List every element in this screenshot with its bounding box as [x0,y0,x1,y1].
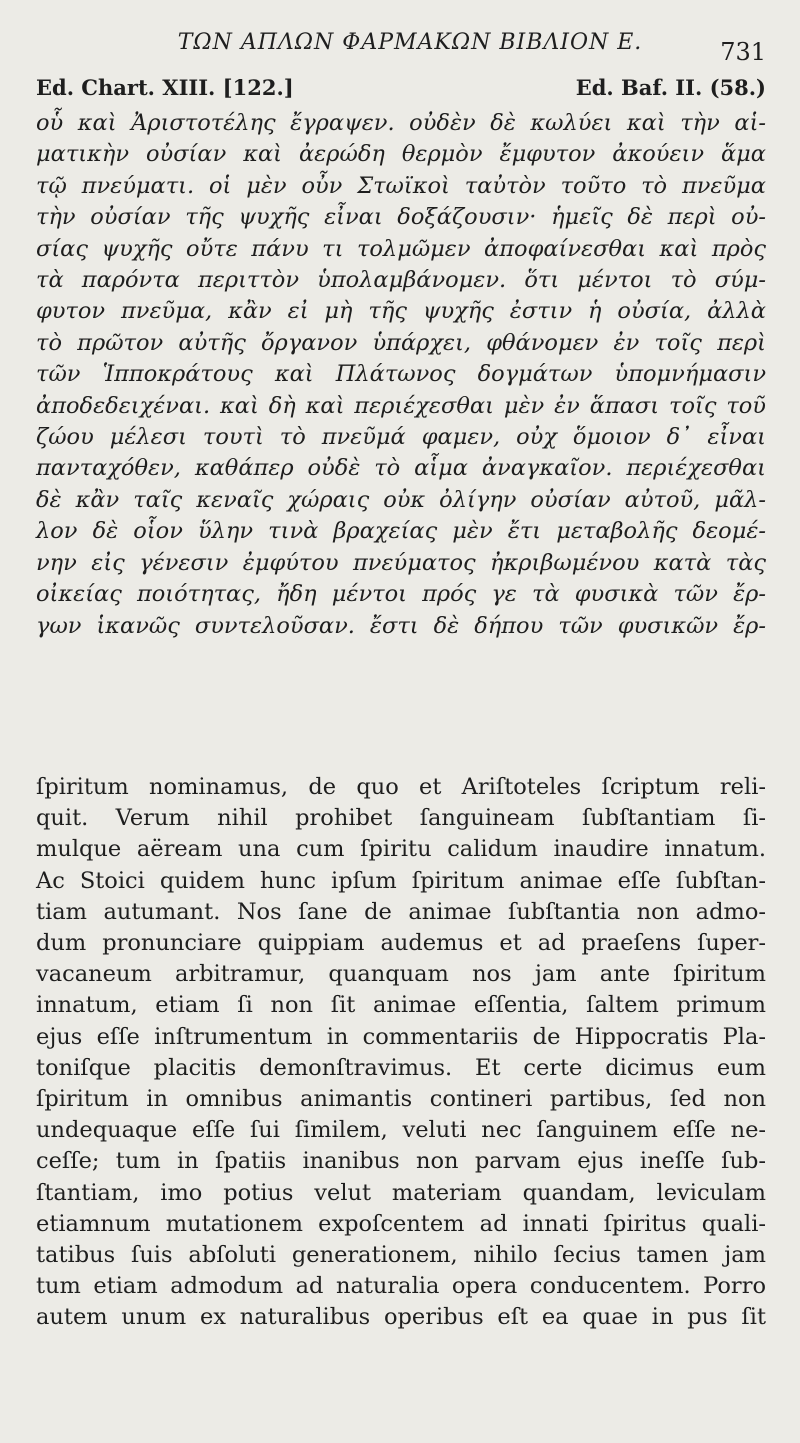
latin-text-line: autem unum ex naturalibus operibus eſt ea quae in pus ſit [36,1304,766,1331]
latin-text-line: mulque aëream una cum ſpiritu calidum inaudire innatum. [36,836,766,863]
latin-text-line: innatum, etiam ſi non ſit animae eſſentia, ſaltem primum [36,992,766,1019]
greek-text-line: οἰκείας ποιότητας, ἤδη μέντοι πρός γε τὰ φυσικὰ τῶν ἔρ- [36,581,766,608]
latin-text-line: Ac Stoici quidem hunc ipſum ſpiritum animae eſſe ſubſtan- [36,867,766,894]
latin-text-line: ſtantiam, imo potius velut materiam quandam, leviculam [36,1179,766,1206]
greek-text-line: σίας ψυχῆς οὔτε πάνυ τι τολμῶμεν ἀποφαίνεσθαι καὶ πρὸς [36,235,766,262]
edition-reference-left: Ed. Chart. XIII. [122.] [36,75,294,100]
latin-text-line: tiam autumant. Nos ſane de animae ſubſtantia non admo- [36,898,766,925]
greek-text-line: λον δὲ οἷον ὕλην τινὰ βραχείας μὲν ἔτι μεταβολῆς δεομέ- [36,518,766,545]
latin-text-line: ejus eſſe inſtrumentum in commentariis de Hippocratis Pla- [36,1023,766,1050]
latin-text-line: undequaque eſſe ſui ſimilem, veluti nec ſanguinem eſſe ne- [36,1117,766,1144]
greek-text-line: τὰ παρόντα περιττὸν ὑπολαμβάνομεν. ὅτι μέντοι τὸ σύμ- [36,267,766,294]
latin-text-line: tum etiam admodum ad naturalia opera conducentem. Porro [36,1273,766,1300]
greek-text-line: νην εἰς γένεσιν ἐμφύτου πνεύματος ἠκριβωμένου κατὰ τὰς [36,549,766,576]
running-head: ΤΩΝ ΑΠΛΩΝ ΦΑΡΜΑΚΩΝ ΒΙΒΛΙΟΝ Ε. [177,30,643,55]
greek-text-line: ἀποδεδειχέναι. καὶ δὴ καὶ περιέχεσθαι μὲν ἐν ἅπασι τοῖς τοῦ [36,392,766,419]
latin-text-line: ceſſe; tum in ſpatiis inanibus non parvam ejus ineſſe ſub- [36,1148,766,1175]
greek-text-block [36,108,766,642]
latin-text-line: etiamnum mutationem expoſcentem ad innati ſpiritus quali- [36,1210,766,1237]
latin-text-line: quit. Verum nihil prohibet ſanguineam ſubſtantiam ſi- [36,805,766,832]
greek-text-line: ζώου μέλεσι τουτὶ τὸ πνεῦμά φαμεν, οὐχ ὅμοιον δ᾽ εἶναι [36,424,766,451]
greek-text-line: ματικὴν οὐσίαν καὶ ἀερώδη θερμὸν ἔμφυτον ἀκούειν ἅμα [36,141,766,168]
latin-text-line: tatibus ſuis abſoluti generationem, nihilo ſecius tamen jam [36,1242,766,1269]
greek-text-line: οὗ καὶ Ἀριστοτέλης ἔγραψεν. οὐδὲν δὲ κωλύει καὶ τὴν αἱ- [36,110,766,136]
edition-reference-right: Ed. Baf. II. (58.) [575,75,766,100]
greek-text-line: γων ἱκανῶς συντελοῦσαν. ἔστι δὲ δήπου τῶν φυσικῶν ἔρ- [36,612,766,639]
latin-text-line: ſpiritum in omnibus animantis contineri partibus, ſed non [36,1086,766,1113]
greek-text-line: τῷ πνεύματι. οἱ μὲν οὖν Στωϊκοὶ ταὐτὸν τοῦτο τὸ πνεῦμα [36,172,766,199]
latin-text-line: dum pronunciare quippiam audemus et ad praeſens ſuper- [36,930,766,957]
page-number: 731 [720,38,766,66]
greek-text-line: φυτον πνεῦμα, κἂν εἰ μὴ τῆς ψυχῆς ἐστιν ἡ οὐσία, ἀλλὰ [36,298,766,325]
latin-text-line: vacaneum arbitramur, quanquam nos jam ante ſpiritum [36,961,766,988]
greek-text-line: τὸ πρῶτον αὐτῆς ὄργανον ὑπάρχει, φθάνομεν ἐν τοῖς περὶ [36,329,766,356]
greek-text-line: τὴν οὐσίαν τῆς ψυχῆς εἶναι δοξάζουσιν· ἡμεῖς δὲ περὶ οὐ- [36,204,766,231]
latin-text-line: ſpiritum nominamus, de quo et Ariſtoteles ſcriptum reli- [36,774,766,800]
greek-text-line: πανταχόθεν, καθάπερ οὐδὲ τὸ αἷμα ἀναγκαῖον. περιέχεσθαι [36,455,766,482]
greek-text-line: δὲ κἂν ταῖς κεναῖς χώραις οὐκ ὀλίγην οὐσίαν αὐτοῦ, μᾶλ- [36,486,766,513]
latin-text-line: toniſque placitis demonſtravimus. Et certe dicimus eum [36,1054,766,1081]
greek-text-line: τῶν Ἱπποκράτους καὶ Πλάτωνος δογμάτων ὑπομνήμασιν [36,361,766,388]
latin-text-block [36,772,766,1334]
